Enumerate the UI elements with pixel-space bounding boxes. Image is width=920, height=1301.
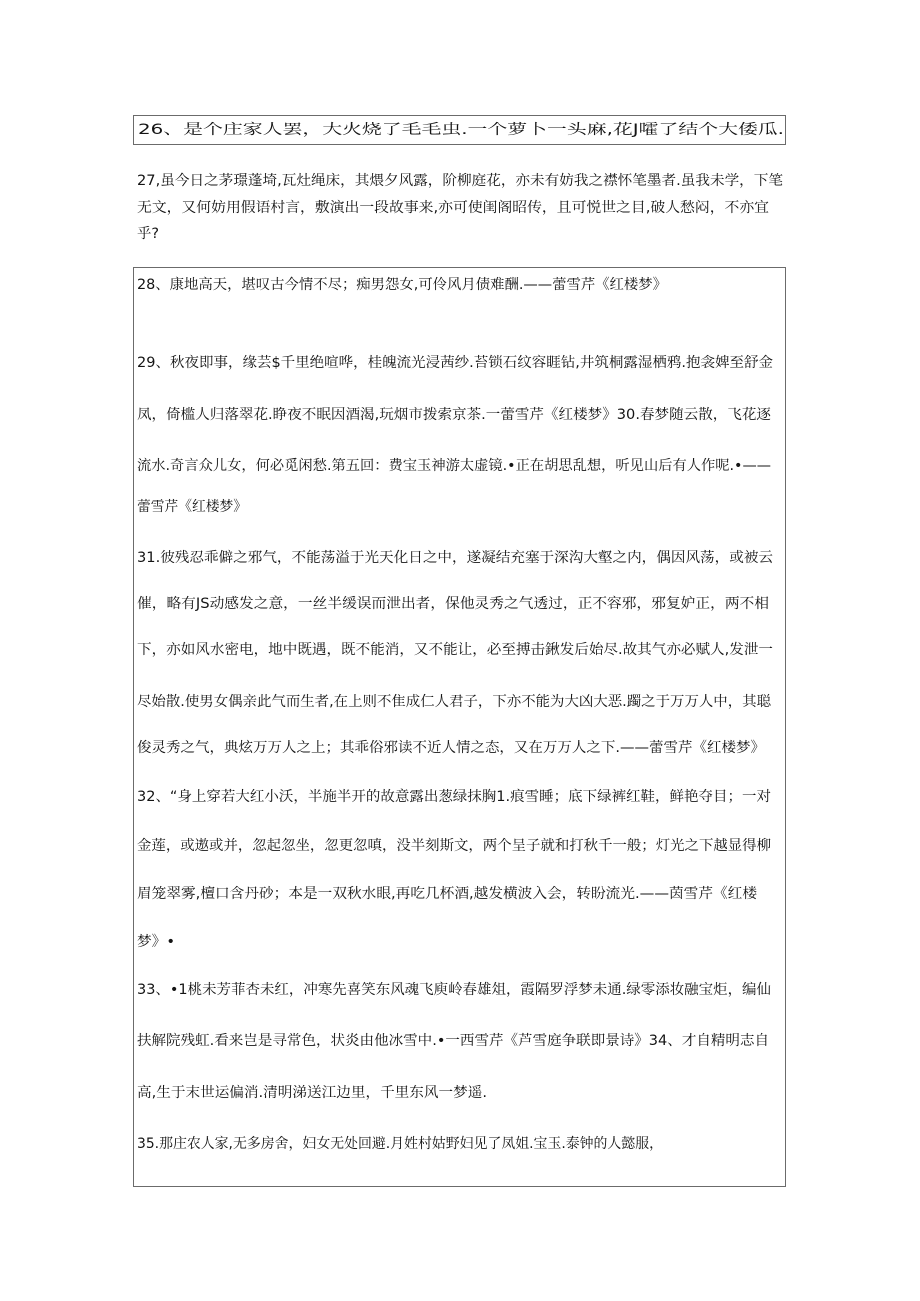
entry-31-line-4: 尽始散.使男女偶亲此气而生者,在上则不隹成仁人君子，下亦不能为大凶大恶.躅之于万万人中，其聪 (137, 694, 772, 710)
entry-29-line-3: 流水.奇言众儿女，何必觅闲愁.第五回：费宝玉神游太虚镜.•正在胡思乱想，听见山后有人作呢.•—— (137, 458, 771, 474)
entry-31-line-5: 俊灵秀之气，典炫万万人之上；其乖俗邪读不近人情之态，又在万万人之下.——蕾雪芹《红楼梦》 (137, 740, 766, 756)
entry-28-line: 28、康地高天，堪叹古今情不尽；痴男怨女,可伶风月债难酬.——蕾雪芹《红楼梦》 (137, 277, 667, 293)
entry-29-line-4: 蕾雪芹《红楼梦》 (137, 499, 247, 515)
entry-32-line-2: 金莲，或遨或并，忽起忽坐，忽更忽嗔，没半刻斯文，两个呈子就和打秋千一般；灯光之下越显得柳 (137, 838, 771, 854)
entry-32-line-3: 眉笼翠雾,檀口含丹砂；本是一双秋水眼,再吃几杯酒,越发横波入会，转盼流光.——茵雪芹《红楼 (137, 886, 757, 902)
entry-27-line-1: 27,虽今日之茅璟蓬埼,瓦灶绳床，其煨夕风露，阶柳庭花，亦未有妨我之襟怀笔墨者.虽我未学，下笔 (137, 173, 783, 189)
entry-27-line-2: 无文，又何妨用假语村言，敷演出一段故事来,亦可使闺阁昭传，且可悦世之目,破人愁闷，不亦宜 (137, 200, 769, 216)
entry-29-line-1: 29、秋夜即事，缘芸$千里绝喧哗，桂魄流光浸茜纱.苔锁石纹容睚钻,井筑桐露湿栖鸦.抱衾婢至舒金 (137, 355, 773, 371)
entry-27-line-3: 乎? (137, 226, 160, 242)
entry-31-line-3: 下，亦如风水密电，地中既遇，既不能消，又不能让，必至搏击鍬发后始尽.故其气亦必赋人,发泄一 (137, 642, 773, 658)
entry-34-line: 高,生于末世运偏消.清明涕送江边里，千里东风一梦遥. (137, 1085, 487, 1101)
entry-26-text: 26、是个庄家人罢，大火烧了毛毛虫.一个萝卜一头麻,花J嚯了结个大倭瓜. (138, 122, 784, 138)
entry-35-line: 35.那庄农人家,无多房舍，妇女无处回避.月姓村姑野妇见了凤姐.宝玉.泰钟的人懿服， (137, 1136, 663, 1152)
entry-29-line-2: 凤，倚槛人归落翠花.睁夜不眠因酒渴,玩烟市拨索京茶.一蕾雪芹《红楼梦》30.春梦随云散，飞花逐 (137, 407, 771, 423)
entry-32-line-1: 32、“身上穿若大红小沃，半施半开的故意露出葱绿抹胸1.痕雪睡；底下绿裤红鞋，鲜艳夺目；一对 (137, 789, 771, 805)
entry-31-line-2: 催，略有JS动感发之意，一丝半缓误而泄出者，保他灵秀之气透过，正不容邪，邪复妒正，两不相 (137, 596, 769, 612)
entry-31-line-1: 31.彼残忍乖僻之邪气，不能荡溢于光天化日之中，遂凝结充塞于深沟大壑之内，偶因风荡，或被云 (137, 550, 773, 566)
entry-33-line-2: 扶解院残虹.看来岂是寻常色，状炎由他冰雪中.•一西雪芹《芦雪庭争联即景诗》34、才自精明志自 (137, 1033, 769, 1049)
entry-32-line-4: 梦》• (137, 934, 175, 950)
entry-33-line-1: 33、•1桃未芳菲杏未红，冲寒先喜笑东风魂飞庾岭春雄俎，霞隔罗浮梦未通.绿零添妆融宝炬，编仙 (137, 982, 771, 998)
